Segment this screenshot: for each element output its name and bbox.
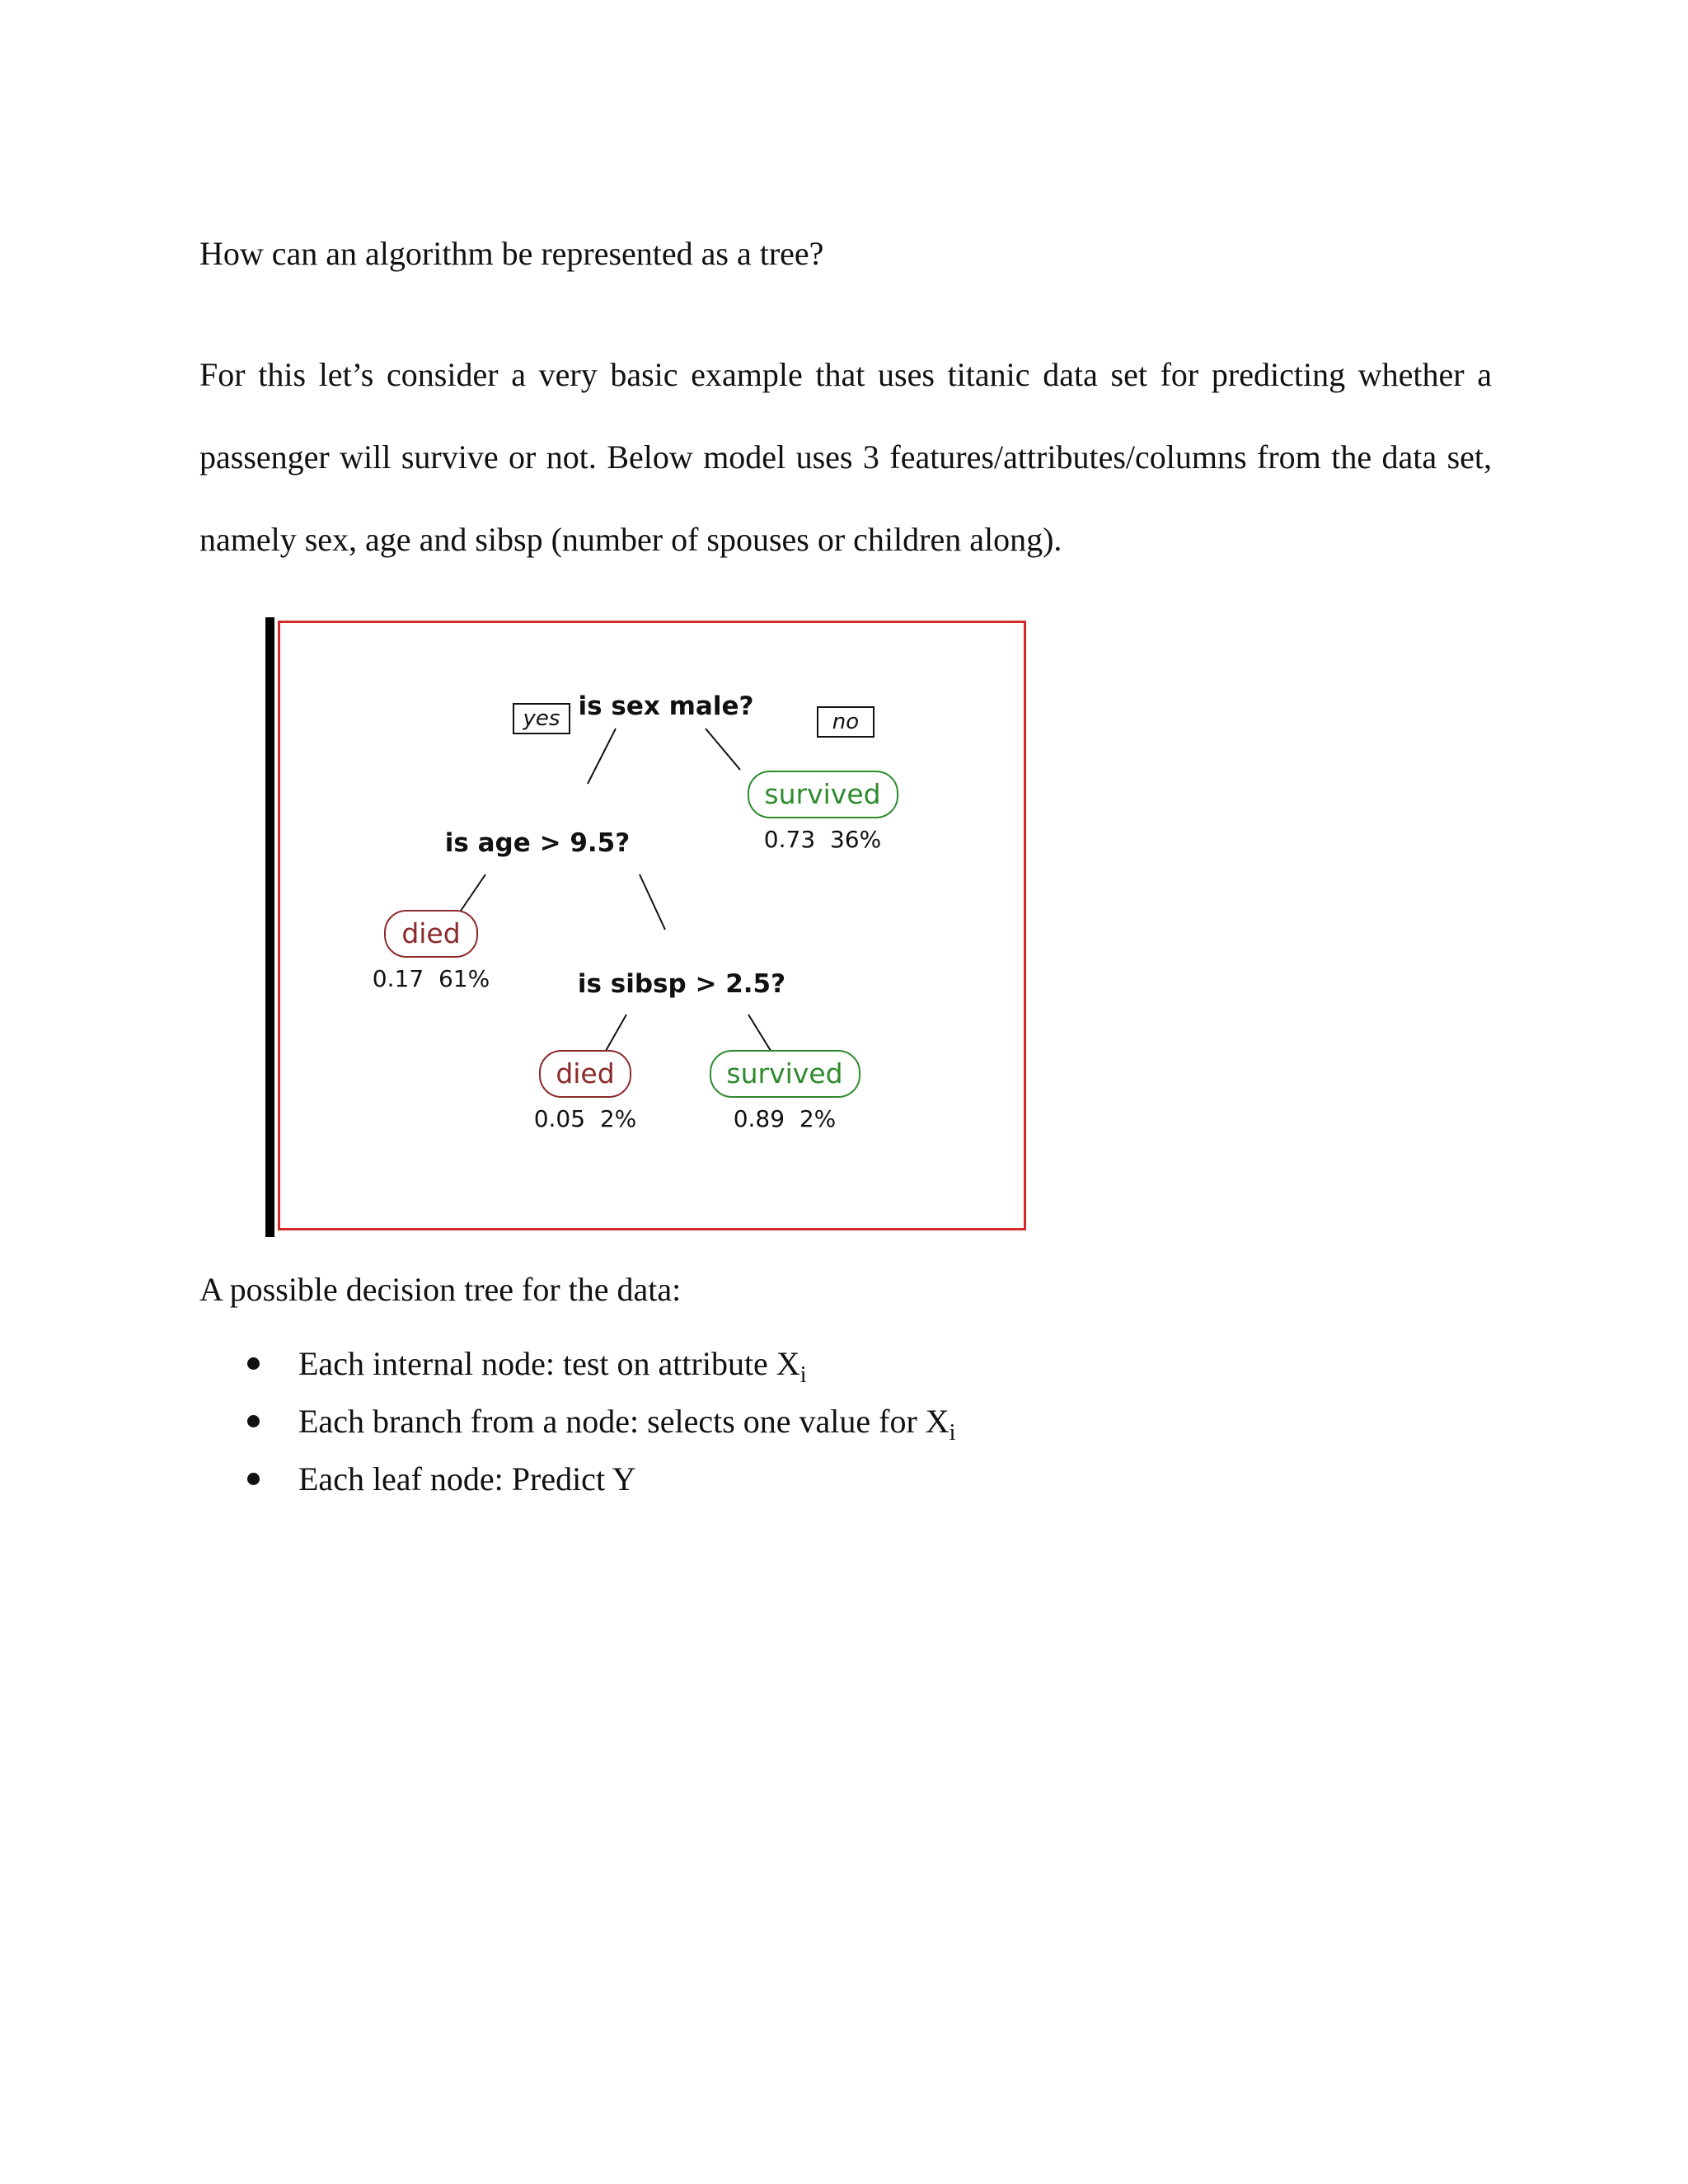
leaf-outcome: survived	[764, 778, 881, 810]
root-question: is sex male?	[578, 691, 754, 721]
edge-age-to-sibsp	[640, 874, 665, 930]
leaf-outcome: died	[401, 917, 461, 949]
intro-paragraph: For this let’s consider a very basic example that uses titanic data set for predicting whether a passenger will survive or not. Below model uses 3 features/attributes/columns from the data set, namely sex, age and sibsp (number of spouses or children along).	[199, 356, 1492, 558]
leaf-stats: 0.89 2%	[733, 1105, 837, 1132]
edge-age-to-died	[457, 874, 485, 916]
bullet-subscript: i	[799, 1362, 807, 1388]
bullet-icon	[247, 1415, 260, 1427]
leaf-stats: 0.05 2%	[533, 1105, 637, 1132]
bullet-text: Each leaf node: Predict Y	[298, 1460, 636, 1497]
leaf-stats: 0.17 61%	[372, 965, 490, 992]
leaf-outcome: died	[556, 1057, 615, 1090]
no-branch-label	[818, 707, 874, 737]
bullet-text: Each branch from a node: selects one value for X	[298, 1403, 950, 1440]
no-label-text: no	[832, 710, 860, 734]
sibsp-question: is sibsp > 2.5?	[577, 969, 786, 999]
list-item	[239, 1456, 955, 1502]
bullet-icon	[247, 1357, 260, 1370]
section-heading: How can an algorithm be represented as a tree?	[199, 235, 824, 272]
decision-tree-diagram	[280, 623, 1024, 1228]
decision-tree-figure	[265, 617, 1030, 1237]
yes-branch-label	[513, 704, 570, 733]
bullet-list	[239, 1341, 955, 1502]
leaf-died-2	[534, 1051, 637, 1132]
figure-frame	[278, 621, 1026, 1230]
leaf-survived-1	[748, 771, 898, 853]
bullet-subscript: i	[949, 1420, 956, 1446]
leaf-outcome: survived	[726, 1057, 843, 1090]
list-item	[239, 1341, 955, 1399]
leaf-died-1	[373, 911, 490, 992]
leaf-survived-2	[710, 1051, 860, 1132]
bullet-text: Each internal node: test on attribute X	[298, 1345, 800, 1382]
bullet-icon	[247, 1473, 260, 1485]
list-item	[239, 1399, 955, 1456]
yes-label-text: yes	[523, 706, 560, 731]
edge-root-to-age	[588, 729, 616, 784]
leaf-stats: 0.73 36%	[763, 826, 882, 853]
figure-left-bar	[265, 617, 274, 1237]
figure-caption: A possible decision tree for the data:	[199, 1271, 682, 1308]
age-question: is age > 9.5?	[444, 828, 631, 858]
edge-root-to-survived	[706, 729, 740, 770]
